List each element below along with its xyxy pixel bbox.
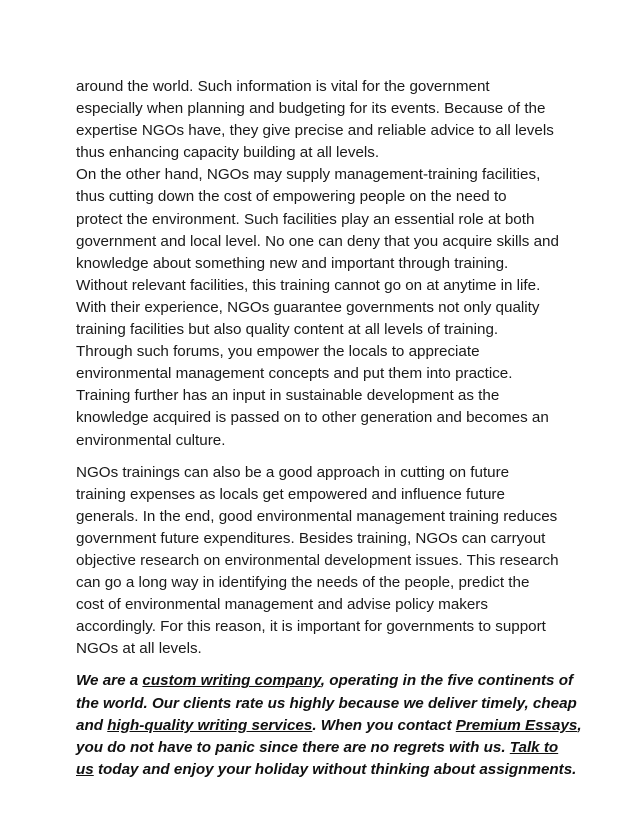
text-line: Without relevant facilities, this training cannot go on at anytime in life. [76,276,541,294]
text-line: expertise NGOs have, they give precise and reliable advice to all levels [76,122,554,140]
promo-paragraph [76,670,582,780]
promo-text: , [577,716,582,734]
text-line: Training further has an input in sustainable development as the [76,387,500,405]
promo-line-4 [76,737,576,759]
document-page [76,76,582,781]
text-line: training expenses as locals get empowered and influence future [76,485,505,503]
promo-text: and [76,716,108,734]
talk-to-us-link-continued[interactable]: us [76,760,94,778]
text-line: thus enhancing capacity building at all levels. [76,144,380,162]
text-line: can go a long way in identifying the needs of the people, predict the [76,574,530,592]
text-line: government and local level. No one can deny that you acquire skills and [76,232,559,250]
text-line: environmental culture. [76,431,226,449]
text-line: especially when planning and budgeting for its events. Because of the [76,100,546,118]
text-line: cost of environmental management and advise policy makers [76,596,488,614]
text-line: knowledge about something new and important through training. [76,254,509,272]
text-line: generals. In the end, good environmental management training reduces [76,507,558,525]
promo-line-2: the world. Our clients rate us highly because we deliver timely, cheap [76,694,577,712]
paragraph-3 [76,462,576,661]
premium-essays-link[interactable]: Premium Essays [455,716,578,734]
promo-text: We are a [76,672,143,690]
promo-line-5 [76,759,576,781]
text-line: Through such forums, you empower the locals to appreciate [76,343,480,361]
high-quality-writing-services-link[interactable]: high-quality writing services [107,716,313,734]
custom-writing-company-link[interactable]: custom writing company [142,672,321,690]
promo-line-1 [76,670,576,692]
promo-line-3 [76,715,582,737]
promo-text: you do not have to panic since there are no regrets with us. [76,738,510,756]
promo-text: . When you contact [312,716,456,734]
talk-to-us-link[interactable]: Talk to [509,738,559,756]
text-line: training facilities but also quality content at all levels of training. [76,321,499,339]
text-line: knowledge acquired is passed on to other generation and becomes an [76,409,549,427]
text-line: around the world. Such information is vital for the government [76,78,490,95]
promo-text: , operating in the five continents of [320,672,574,690]
paragraph-2 [76,164,576,451]
text-line: On the other hand, NGOs may supply management-training facilities, [76,166,541,184]
text-line: government future expenditures. Besides training, NGOs can carryout [76,529,546,547]
paragraph-1 [76,76,576,164]
text-line: With their experience, NGOs guarantee governments not only quality [76,298,540,316]
promo-text: today and enjoy your holiday without thinking about assignments. [93,760,577,778]
text-line: environmental management concepts and put them into practice. [76,365,513,383]
text-line: accordingly. For this reason, it is important for governments to support [76,618,546,636]
text-line: protect the environment. Such facilities play an essential role at both [76,210,535,228]
text-line: NGOs trainings can also be a good approach in cutting on future [76,463,510,481]
text-line: NGOs at all levels. [76,640,202,658]
text-line: objective research on environmental development issues. This research [76,551,559,569]
text-line: thus cutting down the cost of empowering people on the need to [76,188,507,206]
